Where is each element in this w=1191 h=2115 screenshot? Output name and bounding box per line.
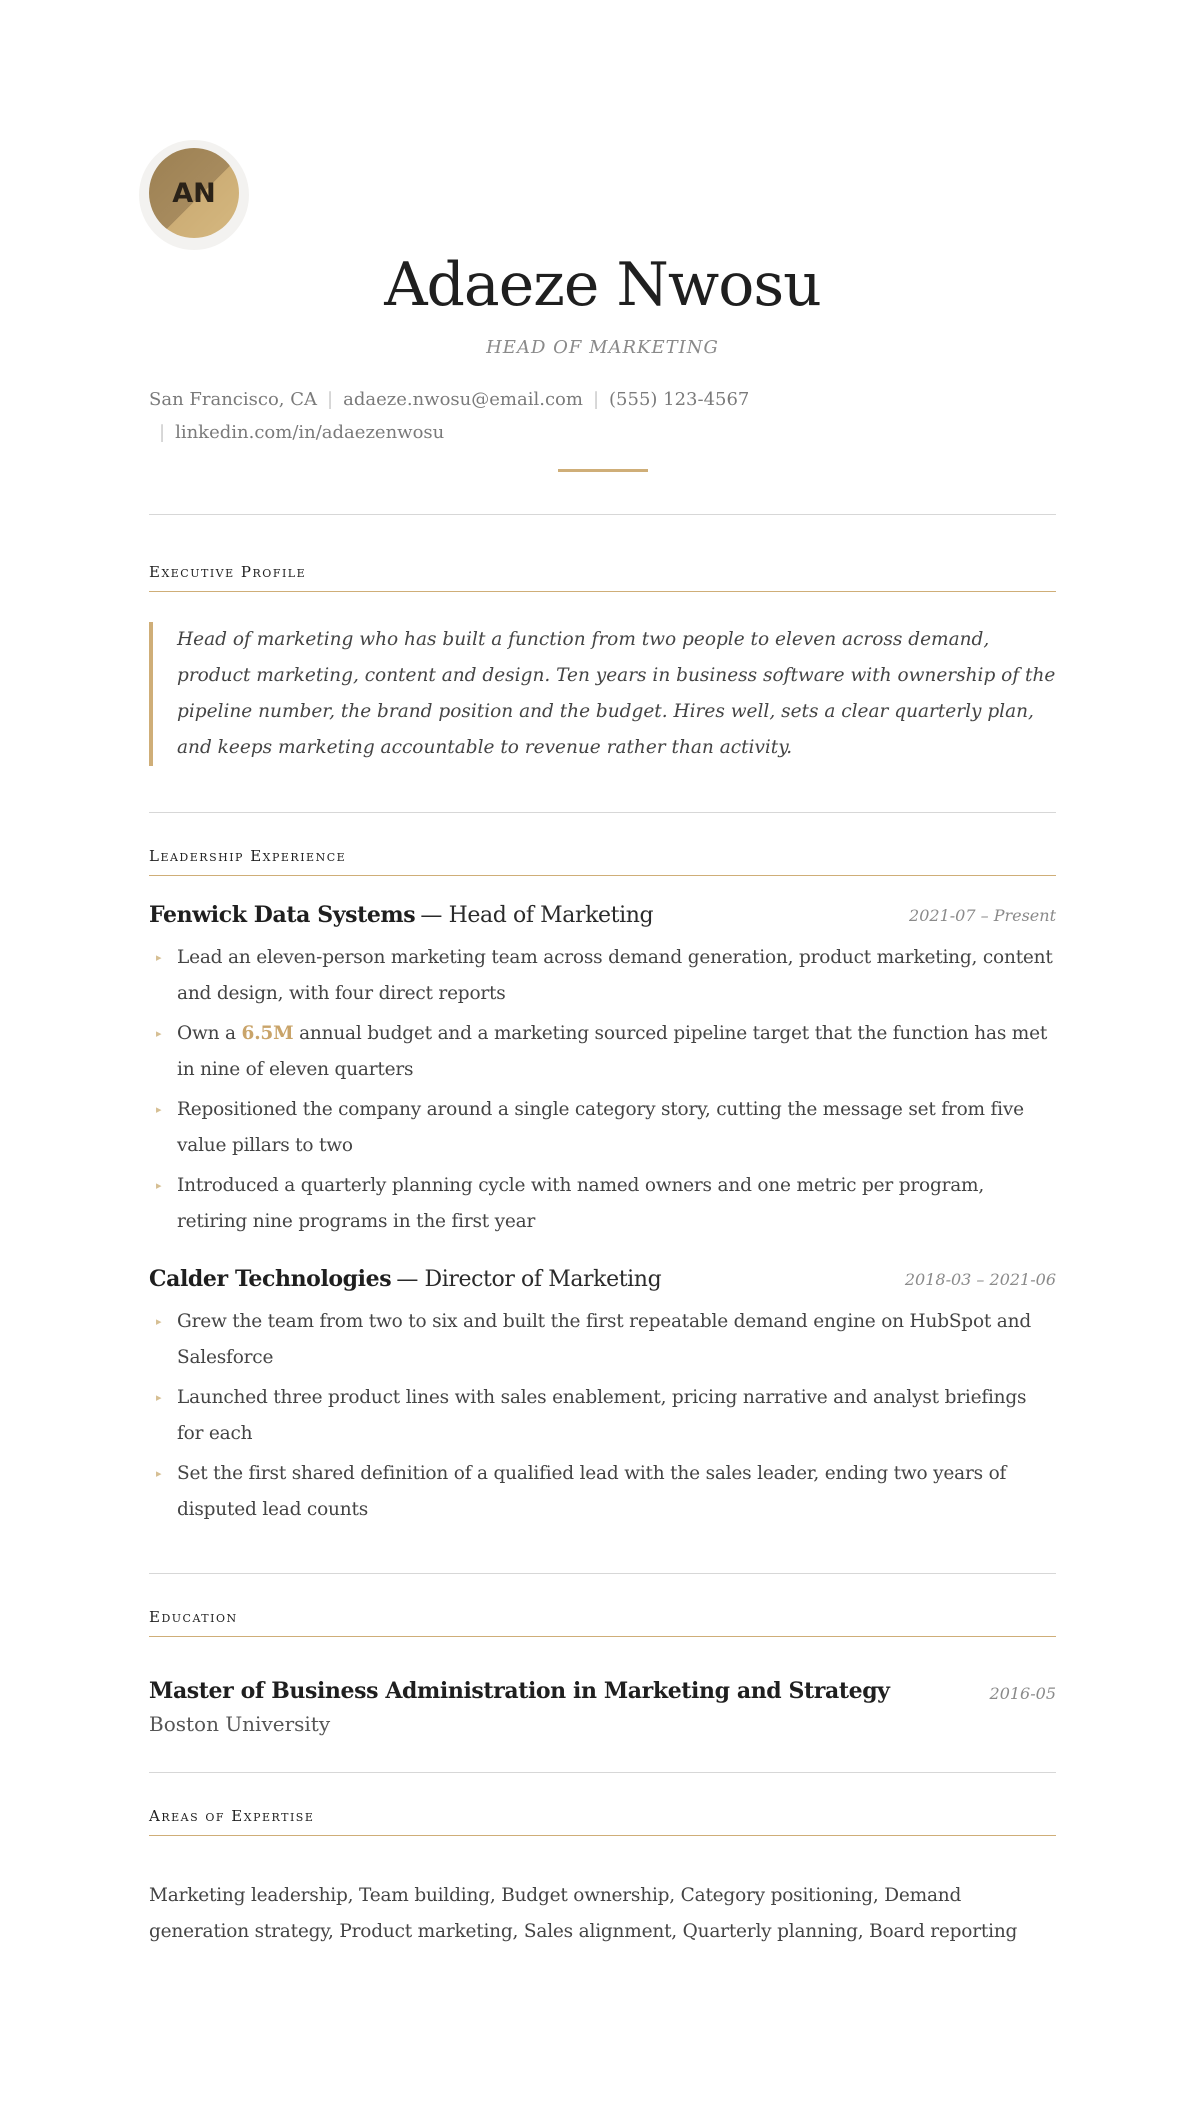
job-bullets	[149, 1304, 1056, 1532]
bullet-text: Set the first shared definition of a qualified lead with the sales leader, ending two years of disputed lead counts	[177, 1463, 1007, 1520]
job-header	[149, 902, 1056, 936]
separator: |	[159, 422, 166, 443]
candidate-name: Adaeze Nwosu	[384, 250, 821, 320]
bullet-text: annual budget and a marketing sourced pipeline target that the function has met in nine of eleven quarters	[177, 1023, 1048, 1080]
section-title-education: Education	[149, 1608, 1056, 1637]
job-dates: 2021-07 – Present	[909, 906, 1056, 925]
header-accent-rule	[558, 469, 648, 472]
contact-email[interactable]: adaeze.nwosu@email.com	[343, 389, 583, 410]
education-date: 2016-05	[989, 1684, 1056, 1703]
job-title: — Director of Marketing	[396, 1267, 662, 1292]
section-title-experience: Leadership Experience	[149, 847, 1056, 876]
separator: |	[327, 389, 334, 410]
budget-highlight: 6.5M	[241, 1023, 294, 1044]
resume-page	[149, 0, 1056, 2115]
bullet-text: Grew the team from two to six and built the first repeatable demand engine on HubSpot and Salesforce	[177, 1311, 1031, 1368]
avatar-initials: AN	[172, 177, 216, 209]
bullet-item	[149, 1456, 1056, 1528]
section-title-profile: Executive Profile	[149, 563, 1056, 592]
job-header	[149, 1266, 1056, 1300]
contact-linkedin[interactable]: linkedin.com/in/adaezenwosu	[175, 422, 445, 443]
bullet-marker-icon: ▸	[156, 951, 162, 964]
avatar	[149, 148, 239, 238]
candidate-role: HEAD OF MARKETING	[486, 337, 719, 358]
bullet-text: Repositioned the company around a single category story, cutting the message set from five value pillars to two	[177, 1099, 1024, 1156]
bullet-item	[149, 1380, 1056, 1452]
job-company: Calder Technologies	[149, 1266, 392, 1292]
job-dates: 2018-03 – 2021-06	[904, 1270, 1056, 1289]
divider	[149, 514, 1056, 515]
job-title: — Head of Marketing	[420, 903, 654, 928]
bullet-marker-icon: ▸	[156, 1027, 162, 1040]
job-company: Fenwick Data Systems	[149, 902, 416, 928]
bullet-marker-icon: ▸	[156, 1315, 162, 1328]
job-bullets	[149, 940, 1056, 1244]
divider	[149, 1772, 1056, 1773]
bullet-text: Launched three product lines with sales enablement, pricing narrative and analyst briefings for each	[177, 1387, 1027, 1444]
bullet-item	[149, 1304, 1056, 1376]
bullet-marker-icon: ▸	[156, 1179, 162, 1192]
section-title-expertise: Areas of Expertise	[149, 1807, 1056, 1836]
education-degree: Master of Business Administration in Marketing and Strategy	[149, 1678, 890, 1704]
divider	[149, 812, 1056, 813]
bullet-item	[149, 1016, 1056, 1088]
expertise-list: Marketing leadership, Team building, Budget ownership, Category positioning, Demand generation strategy, Product marketing, Sales alignment, Quarterly planning, Board reporting	[149, 1885, 1018, 1942]
bullet-item	[149, 1092, 1056, 1164]
bullet-text: Lead an eleven-person marketing team across demand generation, product marketing, content and design, with four direct reports	[177, 947, 1053, 1004]
bullet-marker-icon: ▸	[156, 1467, 162, 1480]
divider	[149, 1573, 1056, 1574]
bullet-item	[149, 940, 1056, 1012]
contact-phone[interactable]: (555) 123-4567	[609, 389, 750, 410]
bullet-text: Introduced a quarterly planning cycle with named owners and one metric per program, retiring nine programs in the first year	[177, 1175, 985, 1232]
bullet-prefix: Own a	[177, 1023, 236, 1044]
bullet-item	[149, 1168, 1056, 1240]
separator: |	[592, 389, 600, 410]
contact-location: San Francisco, CA	[149, 389, 318, 410]
education-school: Boston University	[149, 1712, 331, 1736]
contact-line	[149, 383, 849, 449]
bullet-marker-icon: ▸	[156, 1103, 162, 1116]
avatar-ring	[139, 140, 249, 250]
bullet-marker-icon: ▸	[156, 1391, 162, 1404]
profile-summary: Head of marketing who has built a function from two people to eleven across demand, product marketing, content and design. Ten years in business software with ownership of the pipeline number, the brand position and the budget. Hires well, sets a clear quarterly plan, and keeps marketing accountable to revenue rather than activity.	[149, 622, 1056, 766]
